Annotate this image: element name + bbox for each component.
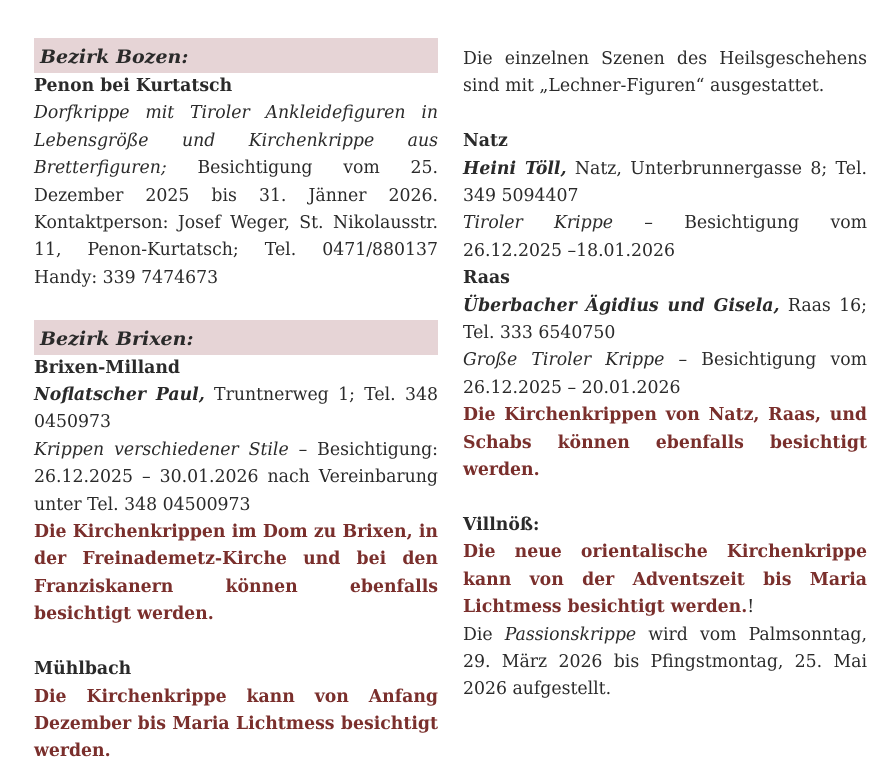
- noflatscher-name: Noflatscher Paul,: [34, 385, 205, 406]
- left-column: [34, 38, 438, 766]
- natz-krippe-italic: Tiroler Krippe: [463, 213, 614, 234]
- place-villnoess: Villnöß:: [463, 514, 540, 535]
- noflatscher-krippe: [34, 437, 438, 519]
- passion-rest: wird vom Palmsonntag, 29. März 2026 bis Pfingstmontag, 25. Mai 2026 aufgestellt.: [463, 624, 867, 700]
- place-natz: Natz: [463, 131, 508, 152]
- ueberbacher-contact: [463, 293, 867, 348]
- muehlbach-note: Die Kirchenkrippe kann von Anfang Dezember bis Maria Lichtmess besichtigt werden.: [34, 686, 438, 762]
- villnoess-note-tail: !: [747, 597, 755, 618]
- place-raas: Raas: [463, 268, 510, 289]
- passion-italic: Passionskrippe: [504, 624, 637, 645]
- villnoess-note-block: [463, 539, 867, 621]
- villnoess-note: Die neue orientalische Kirchenkrippe kann von der Adventszeit bis Maria Lichtmess besichtigt werden.: [463, 542, 867, 618]
- penon-desc-italic: Dorfkrippe mit Tiroler Ankleidefiguren in Lebensgröße und Kirchenkrippe aus Bretterfiguren;: [34, 103, 438, 179]
- natz-krippe: [463, 210, 867, 265]
- raas-note: Die Kirchenkrippen von Natz, Raas, und Schabs können ebenfalls besichtigt werden.: [463, 405, 867, 481]
- ueberbacher-address: Raas 16; Tel. 333 6540750: [463, 295, 867, 344]
- place-brixen-milland: Brixen-Milland: [34, 357, 180, 378]
- noflatscher-krippe-rest: – Besichtigung: 26.12.2025 – 30.01.2026 nach Vereinbarung unter Tel. 348 04500973: [34, 439, 438, 515]
- toell-name: Heini Töll,: [463, 158, 567, 179]
- passion-text: [463, 622, 867, 704]
- noflatscher-krippe-italic: Krippen verschiedener Stile: [34, 439, 289, 460]
- raas-krippe: [463, 347, 867, 402]
- district-heading-bozen: Bezirk Bozen:: [34, 38, 438, 73]
- ueberbacher-name: Überbacher Ägidius und Gisela,: [463, 295, 780, 316]
- raas-krippe-rest: – Besichtigung vom 26.12.2025 – 20.01.2026: [463, 350, 867, 398]
- brixen-note: Die Kirchenkrippen im Dom zu Brixen, in der Freinademetz-Kirche und bei den Franziskanern können ebenfalls besichtigt werden.: [34, 522, 438, 625]
- penon-description: [34, 100, 438, 292]
- toell-address: Natz, Unterbrunnergasse 8; Tel. 349 5094407: [463, 158, 867, 207]
- right-column: [463, 38, 867, 704]
- intro-text: Die einzelnen Szenen des Heilsgeschehens sind mit „Lechner-Figuren“ ausgestattet.: [463, 49, 867, 97]
- noflatscher-address: Truntnerweg 1; Tel. 348 0450973: [34, 385, 438, 433]
- penon-desc-rest: Besichtigung vom 25. Dezember 2025 bis 31. Jänner 2026. Kontaktperson: Josef Weger, St. Nikolausstr. 11, Penon-Kurtatsch; Tel. 0471/880137 Handy: 339 7474673: [34, 158, 438, 288]
- passion-pre: Die: [463, 624, 505, 645]
- raas-krippe-italic: Große Tiroler Krippe: [463, 350, 665, 371]
- place-muehlbach: Mühlbach: [34, 659, 132, 680]
- natz-krippe-rest: – Besichtigung vom 26.12.2025 –18.01.2026: [463, 213, 867, 261]
- noflatscher-contact: [34, 382, 438, 437]
- place-penon: Penon bei Kurtatsch: [34, 76, 233, 96]
- toell-contact: [463, 156, 867, 211]
- district-heading-brixen: Bezirk Brixen:: [34, 320, 438, 355]
